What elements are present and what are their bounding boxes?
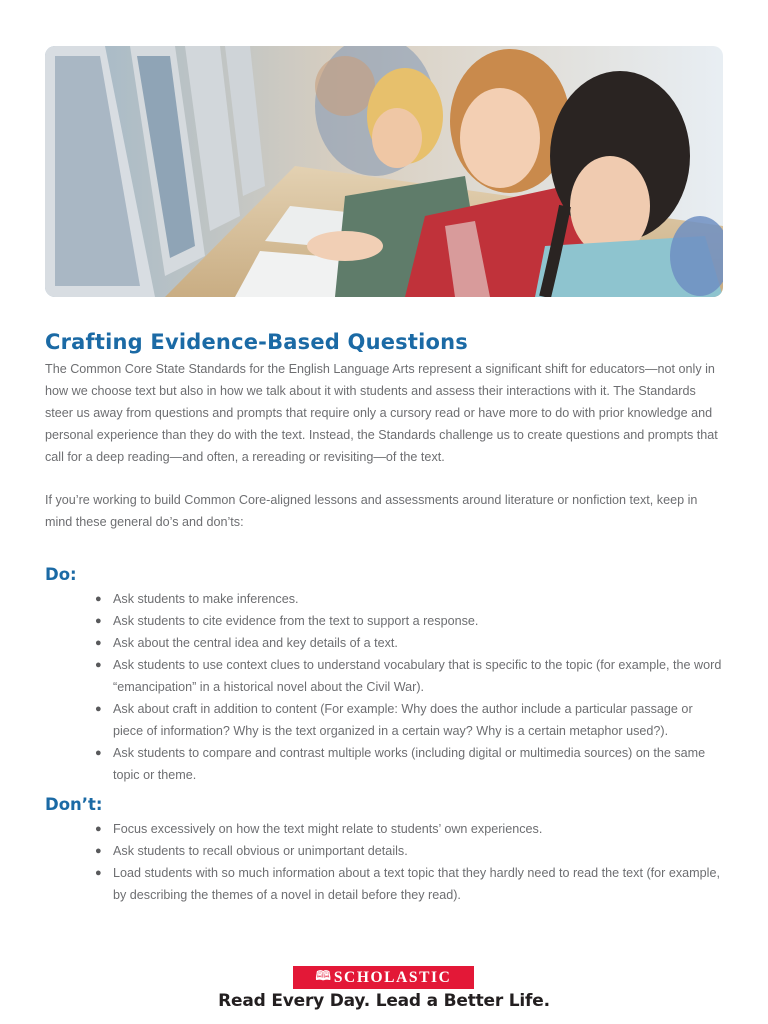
bullet-icon: ● [95, 823, 102, 835]
do-heading: Do: [45, 565, 77, 584]
do-list [93, 588, 723, 786]
page-title: Crafting Evidence-Based Questions [45, 330, 468, 354]
bullet-icon: ● [95, 659, 102, 671]
list-item-text: Ask students to compare and contrast multiple works (including digital or multimedia sources) on the same topic or theme. [113, 746, 706, 782]
list-item-text: Ask about the central idea and key details of a text. [113, 636, 398, 650]
bullet-icon: ● [95, 747, 102, 759]
list-item [93, 632, 723, 654]
list-item [93, 862, 723, 906]
list-item-text: Ask students to cite evidence from the text to support a response. [113, 614, 479, 628]
footer-tagline: Read Every Day. Lead a Better Life. [218, 991, 550, 1011]
bullet-icon: ● [95, 845, 102, 857]
list-item [93, 698, 723, 742]
list-item [93, 588, 723, 610]
list-item [93, 610, 723, 632]
list-item-text: Focus excessively on how the text might relate to students’ own experiences. [113, 822, 543, 836]
open-book-icon: 🕮 [315, 967, 331, 983]
hero-photo [45, 46, 723, 297]
list-item [93, 654, 723, 698]
lead-in-paragraph: If you’re working to build Common Core-aligned lessons and assessments around literature or nonfiction text, keep in mind these general do’s and don’ts: [45, 493, 698, 529]
list-item [93, 818, 723, 840]
list-item [93, 840, 723, 862]
dont-list [93, 818, 723, 906]
bullet-icon: ● [95, 867, 102, 879]
list-item-text: Ask students to recall obvious or unimportant details. [113, 844, 408, 858]
classroom-photo-illustration [45, 46, 723, 297]
bullet-icon: ● [95, 615, 102, 627]
list-item-text: Ask about craft in addition to content (For example: Why does the author include a particular passage or piece of information? Why is the text organized in a certain way? Why is a certain metaphor used?). [113, 702, 693, 738]
bullet-icon: ● [95, 637, 102, 649]
list-item-text: Load students with so much information about a text topic that they hardly need to read the text (for example, by describing the themes of a novel in detail before they read). [113, 866, 720, 902]
logo-text: SCHOLASTIC [333, 968, 452, 986]
list-item-text: Ask students to use context clues to understand vocabulary that is specific to the topic (for example, the word “emancipation” in a historical novel about the Civil War). [113, 658, 722, 694]
bullet-icon: ● [95, 703, 102, 715]
list-item [93, 742, 723, 786]
bullet-icon: ● [95, 593, 102, 605]
dont-heading: Don’t: [45, 795, 103, 814]
list-item-text: Ask students to make inferences. [113, 592, 299, 606]
scholastic-logo [293, 966, 474, 989]
intro-paragraph: The Common Core State Standards for the English Language Arts represent a significant shift for educators—not only in how we choose text but also in how we talk about it with students and assess their interactions with it. The Standards steer us away from questions and prompts that require only a cursory read or have more to do with prior knowledge and personal experience than they do with the text. Instead, the Standards challenge us to create questions and prompts that call for a deep reading—and often, a rereading or revisiting—of the text. [45, 362, 718, 464]
